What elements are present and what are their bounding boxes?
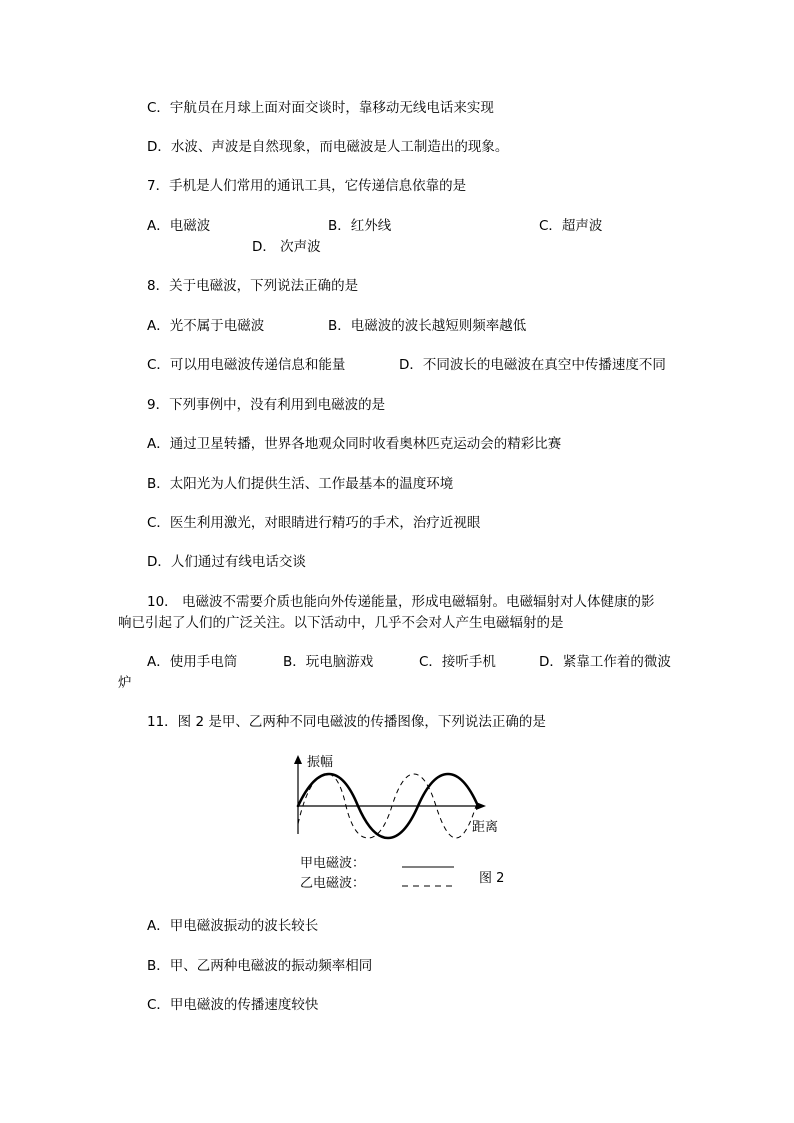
q10-stem-line1: 10． 电磁波不需要介质也能向外传递能量，形成电磁辐射。电磁辐射对人体健康的影 <box>147 594 655 610</box>
q7-option-d: D． 次声波 <box>252 239 321 255</box>
q9-option-a: A．通过卫星转播，世界各地观众同时收看奥林匹克运动会的精彩比赛 <box>147 436 562 452</box>
q10-stem-line2: 响已引起了人们的广泛关注。以下活动中，几乎不会对人产生电磁辐射的是 <box>118 615 564 631</box>
q9-option-d: D．人们通过有线电话交谈 <box>147 554 306 570</box>
q11-option-a: A．甲电磁波振动的波长较长 <box>147 918 319 934</box>
q10-option-c: C．接听手机 <box>419 654 496 670</box>
q10-option-b: B．玩电脑游戏 <box>283 654 374 670</box>
q11-stem: 11．图 2 是甲、乙两种不同电磁波的传播图像，下列说法正确的是 <box>147 714 546 730</box>
q8-stem: 8．关于电磁波，下列说法正确的是 <box>147 278 359 294</box>
q6-option-d: D．水波、声波是自然现象，而电磁波是人工制造出的现象。 <box>147 139 509 155</box>
figure-2-wave-diagram <box>288 752 518 902</box>
y-axis-label: 振幅 <box>307 755 334 770</box>
x-axis-label: 距离 <box>472 820 499 835</box>
q11-option-c: C．甲电磁波的传播速度较快 <box>147 997 319 1013</box>
q6-option-c: C．宇航员在月球上面对面交谈时，靠移动无线电话来实现 <box>147 100 494 116</box>
q7-option-b: B．红外线 <box>328 218 392 234</box>
q8-option-a: A．光不属于电磁波 <box>147 318 265 334</box>
q9-option-c: C．医生利用激光，对眼睛进行精巧的手术，治疗近视眼 <box>147 515 481 531</box>
legend-yi-label: 乙电磁波： <box>300 876 366 891</box>
legend-jia-label: 甲电磁波： <box>300 856 366 871</box>
q10-option-d: D．紧靠工作着的微波 <box>539 654 671 670</box>
figure-caption: 图 2 <box>479 871 505 886</box>
q10-option-a: A．使用手电筒 <box>147 654 238 670</box>
y-axis-arrow-icon <box>294 755 302 764</box>
q8-option-d: D．不同波长的电磁波在真空中传播速度不同 <box>399 357 666 373</box>
q8-option-c: C．可以用电磁波传递信息和能量 <box>147 357 346 373</box>
q7-option-a: A．电磁波 <box>147 218 211 234</box>
q11-option-b: B．甲、乙两种电磁波的振动频率相同 <box>147 958 373 974</box>
q10-option-d-wrap: 炉 <box>118 675 132 691</box>
q9-option-b: B．太阳光为人们提供生活、工作最基本的温度环境 <box>147 476 454 492</box>
q9-stem: 9．下列事例中，没有利用到电磁波的是 <box>147 397 386 413</box>
q8-option-b: B．电磁波的波长越短则频率越低 <box>328 318 527 334</box>
q7-option-c: C．超声波 <box>539 218 603 234</box>
q7-stem: 7．手机是人们常用的通讯工具，它传递信息依靠的是 <box>147 178 467 194</box>
